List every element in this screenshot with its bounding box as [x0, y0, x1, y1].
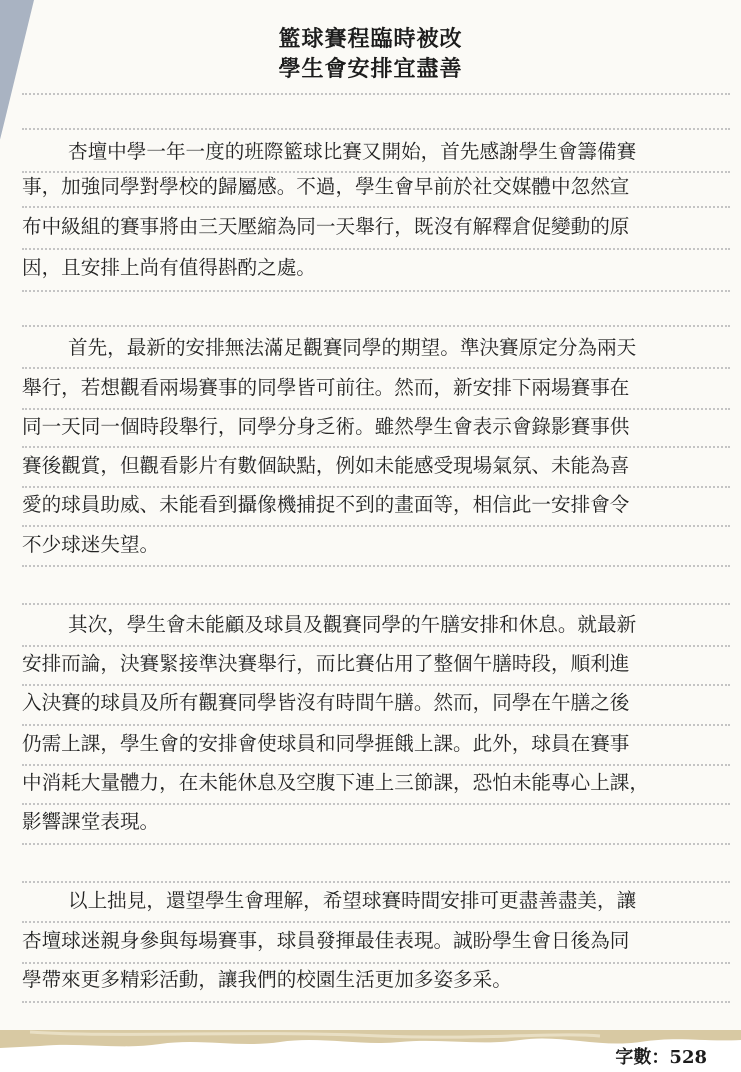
headline-line-1: 籃球賽程臨時被改	[278, 26, 463, 52]
dotted-rule	[22, 248, 730, 250]
paragraph-2-line-4: 賽後觀賞，但觀看影片有數個缺點，例如未能感受現場氣氛、未能為喜	[22, 454, 630, 477]
headline-line-2: 學生會安排宜盡善	[278, 56, 463, 82]
paragraph-3-line-6: 影響課堂表現。	[22, 810, 160, 833]
paragraph-3-line-5: 中消耗大量體力，在未能休息及空腹下連上三節課，恐怕未能專心上課，	[22, 771, 649, 794]
dotted-rule	[22, 525, 730, 527]
paragraph-4-line-1: 以上拙見，還望學生會理解，希望球賽時間安排可更盡善盡美，讓	[68, 889, 637, 912]
dotted-rule	[22, 803, 730, 805]
paragraph-1-line-4: 因，且安排上尚有值得斟酌之處。	[22, 256, 316, 279]
dotted-rule	[22, 684, 730, 686]
paragraph-3-line-4: 仍需上課，學生會的安排會使球員和同學捱餓上課。此外，球員在賽事	[22, 732, 630, 755]
paragraph-1-line-1: 杏壇中學一年一度的班際籃球比賽又開始，首先感謝學生會籌備賽	[68, 140, 637, 163]
dotted-rule	[22, 325, 730, 327]
dotted-rule	[22, 486, 730, 488]
dotted-rule	[22, 645, 730, 647]
paragraph-1-line-3: 布中級組的賽事將由三天壓縮為同一天舉行，既沒有解釋倉促變動的原	[22, 215, 630, 238]
paragraph-2-line-3: 同一天同一個時段舉行，同學分身乏術。雖然學生會表示會錄影賽事供	[22, 415, 630, 438]
dotted-rule	[22, 290, 730, 292]
dotted-rule	[22, 962, 730, 964]
dotted-rule	[22, 565, 730, 567]
dotted-rule	[22, 881, 730, 883]
paragraph-3-line-3: 入決賽的球員及所有觀賽同學皆沒有時間午膳。然而，同學在午膳之後	[22, 691, 630, 714]
paragraph-4-line-2: 杏壇球迷親身參與每場賽事，球員發揮最佳表現。誠盼學生會日後為同	[22, 929, 630, 952]
paragraph-2-line-2: 舉行，若想觀看兩場賽事的同學皆可前往。然而，新安排下兩場賽事在	[22, 376, 630, 399]
paragraph-3-line-2: 安排而論，決賽緊接準決賽舉行，而比賽佔用了整個午膳時段，順利進	[22, 652, 630, 675]
dotted-rule	[22, 724, 730, 726]
paragraph-2-line-5: 愛的球員助威、未能看到攝像機捕捉不到的畫面等，相信此一安排會令	[22, 493, 630, 516]
paragraph-4-line-3: 學帶來更多精彩活動，讓我們的校園生活更加多姿多采。	[22, 968, 512, 991]
paragraph-2-line-6: 不少球迷失望。	[22, 533, 160, 556]
dotted-rule	[22, 128, 730, 130]
paragraph-2-line-1: 首先，最新的安排無法滿足觀賽同學的期望。準決賽原定分為兩天	[68, 336, 637, 359]
dotted-rule	[22, 367, 730, 369]
dotted-rule	[22, 1001, 730, 1003]
dotted-rule	[22, 603, 730, 605]
dotted-rule	[22, 921, 730, 923]
dotted-rule	[22, 764, 730, 766]
dotted-rule	[22, 843, 730, 845]
dotted-rule	[22, 206, 730, 208]
dotted-rule	[22, 408, 730, 410]
paragraph-3-line-1: 其次，學生會未能顧及球員及觀賽同學的午膳安排和休息。就最新	[68, 613, 637, 636]
word-count: 字數：528	[615, 1047, 707, 1068]
paragraph-1-line-2: 事，加強同學對學校的歸屬感。不過，學生會早前於社交媒體中忽然宣	[22, 175, 630, 198]
dotted-rule	[22, 93, 730, 95]
dotted-rule	[22, 446, 730, 448]
